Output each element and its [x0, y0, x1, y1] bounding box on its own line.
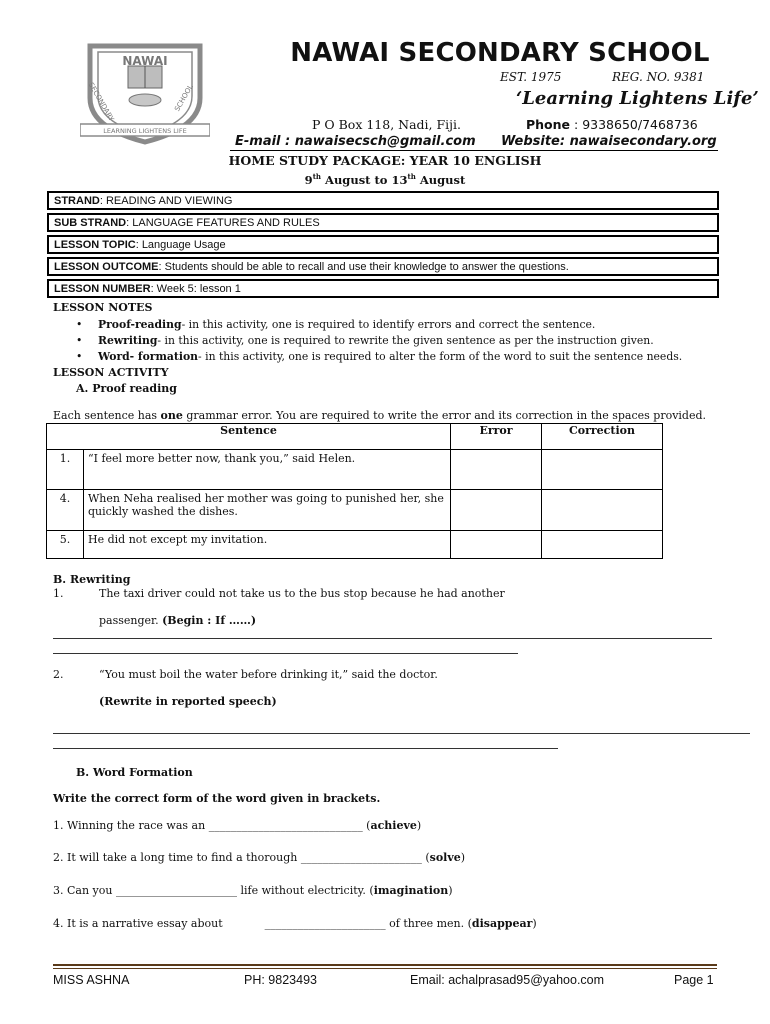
- lesson-number-value: : Week 5: lesson 1: [150, 283, 241, 295]
- school-phone: [526, 117, 698, 132]
- item-text: ): [448, 884, 453, 897]
- item-text: 3. Can you: [53, 884, 116, 897]
- note-term: Word- formation: [98, 350, 199, 363]
- bullet-icon: •: [76, 334, 83, 347]
- footer-divider-thin: [53, 968, 717, 969]
- answer-blank[interactable]: ____________________________: [208, 819, 363, 832]
- rewrite-q2-instruction: [99, 695, 277, 708]
- item-text: (: [421, 851, 430, 864]
- rewrite-q1-text2: passenger.: [99, 614, 159, 627]
- row-sentence: When Neha realised her mother was going to punished her, she quickly washed the dishes.: [84, 490, 451, 531]
- note-term: Proof-reading: [98, 318, 182, 331]
- note-text: - in this activity, one is required to alter the form of the word to suit the sentence needs.: [198, 350, 683, 363]
- proof-reading-instruction: [53, 409, 706, 422]
- lesson-outcome-value: : Students should be able to recall and use their knowledge to answer the questions.: [158, 261, 569, 273]
- lesson-notes-heading: LESSON NOTES: [53, 301, 153, 314]
- proof-reading-heading: A. Proof reading: [76, 382, 177, 395]
- base-word: achieve: [370, 819, 417, 832]
- strand-value: : READING AND VIEWING: [99, 195, 233, 207]
- logo-text-top: NAWAI: [122, 54, 168, 68]
- date-middle: August to 13: [321, 172, 408, 187]
- column-header-error: Error: [451, 424, 542, 450]
- substrand-value: : LANGUAGE FEATURES AND RULES: [126, 217, 320, 229]
- item-text: ): [532, 917, 537, 930]
- word-formation-heading: B. Word Formation: [76, 766, 193, 779]
- date-end: August: [415, 172, 466, 187]
- footer-teacher: MISS ASHNA: [53, 973, 130, 987]
- bullet-icon: •: [76, 350, 83, 363]
- lesson-outcome-label: LESSON OUTCOME: [54, 261, 159, 273]
- item-text: ): [416, 819, 422, 832]
- logo-text-left: SECONDARY: [86, 81, 116, 123]
- column-header-sentence: Sentence: [47, 424, 451, 450]
- logo-text-right: SCHOOL: [173, 83, 195, 113]
- item-text: ): [460, 851, 466, 864]
- word-formation-item-1: [53, 819, 421, 832]
- correction-answer-cell[interactable]: [542, 531, 663, 559]
- rewrite-q1-text: The taxi driver could not take us to the bus stop because he had another: [99, 587, 505, 600]
- rewrite-q2-number: 2.: [53, 668, 64, 681]
- answer-line[interactable]: [53, 653, 518, 654]
- school-motto: ‘Learning Lightens Life’: [516, 88, 759, 109]
- base-word: disappear: [471, 917, 533, 930]
- rewrite-q2-text: “You must boil the water before drinking it,” said the doctor.: [99, 668, 438, 681]
- school-website: Website: nawaisecondary.org: [501, 134, 717, 149]
- row-number: 4.: [47, 490, 84, 531]
- item-text: of three men. (: [385, 917, 472, 930]
- base-word: imagination: [373, 884, 449, 897]
- table-row: [47, 490, 663, 531]
- note-item-proof-reading: [76, 318, 595, 331]
- footer-page-number: Page 1: [674, 973, 714, 987]
- phone-value: : 9338650/7468736: [570, 117, 698, 132]
- row-number: 5.: [47, 531, 84, 559]
- base-word: solve: [429, 851, 461, 864]
- word-formation-item-4: [53, 917, 537, 930]
- school-email: E-mail : nawaisecsch@gmail.com: [235, 134, 476, 149]
- correction-answer-cell[interactable]: [542, 490, 663, 531]
- note-item-word-formation: [76, 350, 682, 363]
- item-text: 1. Winning the race was an: [53, 819, 209, 832]
- lesson-number-box: [47, 279, 719, 298]
- note-text: - in this activity, one is required to identify errors and correct the sentence.: [181, 318, 596, 331]
- instruction-post: grammar error. You are required to write the error and its correction in the spaces provided.: [182, 409, 707, 422]
- substrand-label: SUB STRAND: [54, 217, 127, 229]
- footer-phone: PH: 9823493: [244, 973, 317, 987]
- rewriting-heading: B. Rewriting: [53, 573, 131, 586]
- lesson-topic-value: : Language Usage: [135, 239, 226, 251]
- row-number: 1.: [47, 450, 84, 490]
- lesson-activity-heading: LESSON ACTIVITY: [53, 366, 169, 379]
- row-sentence: He did not except my invitation.: [84, 531, 451, 559]
- word-formation-item-2: [53, 851, 465, 864]
- instruction-pre: Each sentence has: [53, 409, 161, 422]
- answer-blank[interactable]: ______________________: [264, 917, 386, 930]
- word-formation-instruction: Write the correct form of the word given in brackets.: [53, 792, 381, 805]
- table-header-row: [47, 424, 663, 450]
- postal-address: P O Box 118, Nadi, Fiji.: [312, 117, 461, 132]
- footer-divider: [53, 964, 717, 966]
- rewrite-q1-continued: [99, 614, 256, 627]
- error-answer-cell[interactable]: [451, 450, 542, 490]
- answer-blank[interactable]: ______________________: [115, 884, 237, 897]
- substrand-box: [47, 213, 719, 232]
- table-row: [47, 450, 663, 490]
- instruction-emphasis: one: [160, 409, 183, 422]
- rewrite-q1-instruction: (Begin : If ……): [162, 614, 257, 627]
- column-header-correction: Correction: [542, 424, 663, 450]
- item-text: 2. It will take a long time to find a thorough: [53, 851, 301, 864]
- correction-answer-cell[interactable]: [542, 450, 663, 490]
- proof-reading-table: [46, 423, 663, 559]
- rewrite-q2-instruction-bold: (Rewrite in reported speech): [99, 695, 277, 708]
- established-year: EST. 1975: [500, 70, 562, 84]
- error-answer-cell[interactable]: [451, 490, 542, 531]
- note-text: - in this activity, one is required to rewrite the given sentence as per the instruction given.: [157, 334, 654, 347]
- bullet-icon: •: [76, 318, 83, 331]
- item-text: 4. It is a narrative essay about: [53, 917, 223, 930]
- lesson-number-label: LESSON NUMBER: [54, 283, 151, 295]
- package-title: HOME STUDY PACKAGE: YEAR 10 ENGLISH: [228, 153, 542, 168]
- date-start-suffix: th: [312, 172, 322, 181]
- lesson-topic-label: LESSON TOPIC: [54, 239, 136, 251]
- date-range: [0, 172, 770, 187]
- note-item-rewriting: [76, 334, 654, 347]
- lesson-topic-box: [47, 235, 719, 254]
- logo-banner-text: LEARNING LIGHTENS LIFE: [103, 127, 187, 135]
- item-text: life without electricity. (: [236, 884, 374, 897]
- strand-label: STRAND: [54, 195, 100, 207]
- error-answer-cell[interactable]: [451, 531, 542, 559]
- item-text: (: [362, 819, 371, 832]
- strand-box: [47, 191, 719, 210]
- answer-line[interactable]: [53, 748, 558, 749]
- school-logo: [80, 38, 210, 146]
- footer-email: Email: achalprasad95@yahoo.com: [410, 973, 605, 987]
- registration-number: REG. NO. 9381: [612, 70, 705, 84]
- header-divider: [230, 150, 718, 151]
- date-start: 9: [304, 172, 313, 187]
- answer-line[interactable]: [53, 638, 712, 639]
- row-sentence: “I feel more better now, thank you,” said Helen.: [84, 450, 451, 490]
- lesson-outcome-box: [47, 257, 719, 276]
- answer-line[interactable]: [53, 733, 750, 734]
- note-term: Rewriting: [98, 334, 158, 347]
- table-row: [47, 531, 663, 559]
- school-name: NAWAI SECONDARY SCHOOL: [290, 38, 710, 68]
- answer-blank[interactable]: ______________________: [300, 851, 422, 864]
- date-end-suffix: th: [407, 172, 416, 181]
- phone-label: Phone: [526, 117, 571, 132]
- word-formation-item-3: [53, 884, 453, 897]
- rewrite-q1-number: 1.: [53, 587, 64, 600]
